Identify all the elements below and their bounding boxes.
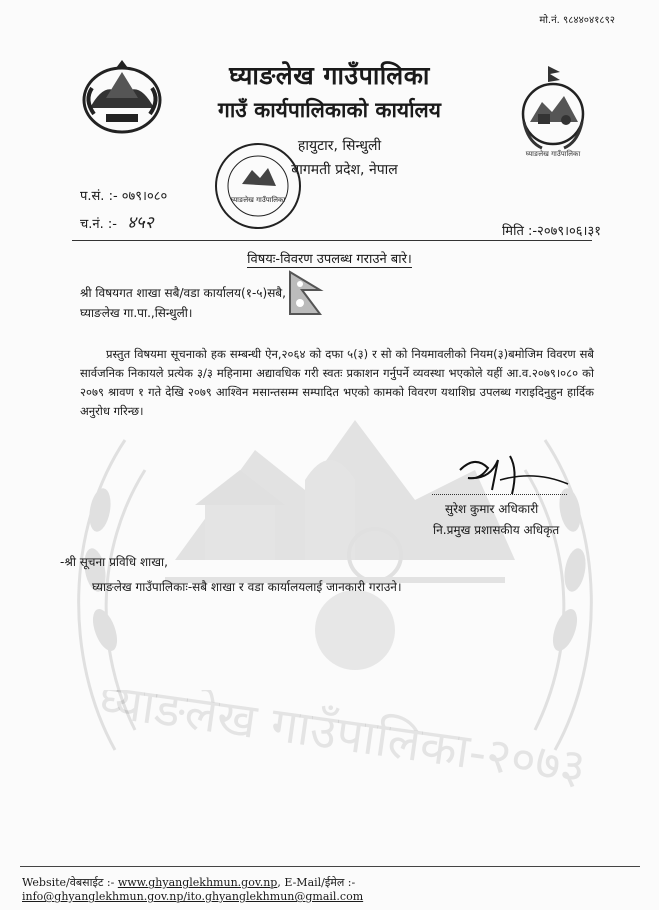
recipient-line-1: श्री विषयगत शाखा सबै/वडा कार्यालय(१-५)सबै, [80, 286, 286, 300]
address-line-2: बागमती प्रदेश, नेपाल [291, 162, 398, 178]
recipient-line-2: घ्याङलेख गा.पा.,सिन्धुली। [80, 306, 193, 320]
stamp-text: घ्याङलेख गाउँपालिका [230, 196, 286, 204]
website-link[interactable]: www.ghyanglekhmun.gov.np [117, 876, 278, 889]
recipient-block [80, 283, 286, 323]
watermark-text [70, 690, 610, 800]
website-label: Website/वेबसाईट :- [22, 876, 115, 889]
signature [440, 450, 580, 500]
dispatch-label: च.नं. :- [80, 217, 117, 232]
header-divider [72, 240, 592, 241]
footer [22, 875, 659, 903]
mobile-number: मो.नं. ९८४४०४१८९२ [539, 15, 615, 26]
footer-divider [20, 866, 640, 867]
signatory-title: नि.प्रमुख प्रशासकीय अधिकृत [433, 523, 560, 537]
logo-caption: घ्याङलेख गाउँपालिका [525, 150, 581, 158]
address-line-1: हायुटार, सिन्धुली [297, 138, 382, 154]
office-name: गाउँ कार्यपालिकाको कार्यालय [218, 98, 441, 122]
subject-line [0, 249, 659, 267]
subject-text: विषयः-विवरण उपलब्ध गराउने बारे। [247, 252, 412, 267]
cc-line-2: घ्याङलेख गाउँपालिकाः-सबै शाखा र वडा कार्यालयलाई जानकारी गराउने। [92, 580, 402, 594]
reference-number [80, 186, 167, 204]
municipality-name: घ्याङलेख गाउँपालिका [229, 61, 430, 90]
ref-label: प.सं. :- [80, 189, 118, 204]
cc-line-1: -श्री सूचना प्रविधि शाखा, [60, 555, 168, 569]
letter-date: मिति :-२०७९।०६।३१ [501, 224, 601, 239]
dispatch-number [80, 210, 154, 233]
email-label: , E-Mail/ईमेल :- [277, 876, 356, 889]
signatory-name: सुरेश कुमार अधिकारी [445, 502, 539, 516]
office-stamp [212, 140, 304, 232]
nepal-flag-icon [288, 270, 324, 318]
ref-value: ०७९।०८० [121, 189, 168, 204]
letter-body: प्रस्तुत विषयमा सूचनाको हक सम्बन्धी ऐन,२०६४ को दफा ५(३) र सो को नियमावलीको नियम(३)बमोजिम विवरण सबै सार्वजनिक निकायले प्रत्येक ३/३ महिनामा अद्यावधिक गरी स्वतः प्रकाशन गर्नुपर्ने व्यवस्था भएकोले यहीं आ.व.२०७९।०८० को २०७९ श्रावण १ गते देखि २०७९ आश्विन मसान्तसम्म सम्पादित भएको कामको विवरण यथाशिघ्र उपलब्ध गराइदिनुहुन हार्दिक अनुरोध गरिन्छ। [80, 347, 594, 418]
watermark-caption: घ्याङलेख गाउँपालिका-२०७३ [95, 690, 590, 797]
dispatch-value: ४५२ [127, 213, 154, 233]
signature-line [432, 494, 567, 495]
email-link[interactable]: info@ghyanglekhmun.gov.np/ito.ghyanglekhmun@gmail.com [22, 890, 364, 903]
